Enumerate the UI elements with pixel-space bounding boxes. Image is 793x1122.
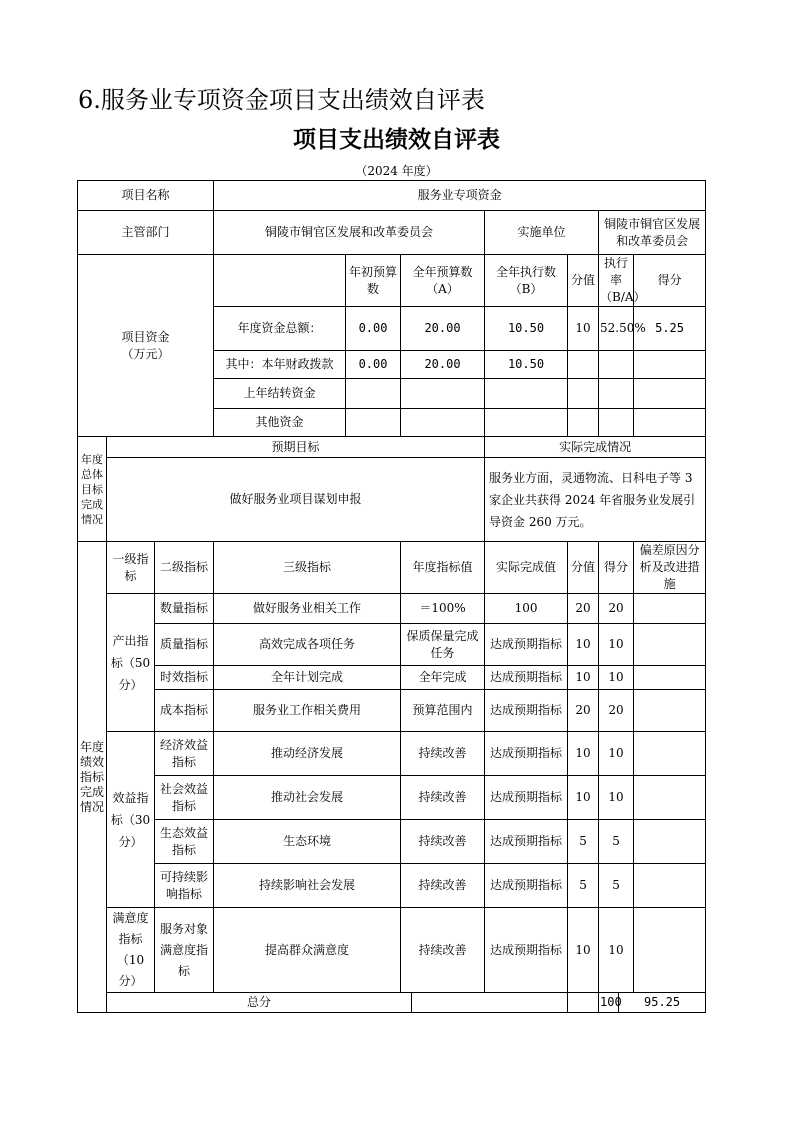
funds-executed: 10.50 xyxy=(485,351,568,379)
target-cell: 持续改善 xyxy=(401,864,485,908)
score-cell: 10 xyxy=(599,908,634,993)
funds-executed xyxy=(485,379,568,409)
level3-cell: 全年计划完成 xyxy=(214,666,401,690)
indicator-header: 偏差原因分析及改进措施 xyxy=(634,542,706,594)
funds-row-label: 年度资金总额： xyxy=(214,307,346,351)
indicators-label: 年度绩效指标完成情况 xyxy=(78,542,107,1013)
indicator-header: 一级指标 xyxy=(107,542,155,594)
note-cell xyxy=(634,666,706,690)
score-cell: 20 xyxy=(599,594,634,624)
funds-header: 全年执行数（B） xyxy=(485,255,568,307)
actual-cell: 达成预期指标 xyxy=(485,624,568,666)
funds-row-label: 其他资金 xyxy=(214,409,346,437)
impl-name: 铜陵市铜官区发展和改革委员会 xyxy=(599,211,706,255)
funds-score-value xyxy=(568,379,599,409)
level3-cell: 提高群众满意度 xyxy=(214,908,401,993)
weight-cell: 20 xyxy=(568,594,599,624)
funds-score-value: 10 xyxy=(568,307,599,351)
funds-rate xyxy=(599,379,634,409)
score-cell: 10 xyxy=(599,666,634,690)
funds-executed: 10.50 xyxy=(485,307,568,351)
funds-rate: 52.50% xyxy=(599,307,634,351)
level3-cell: 推动社会发展 xyxy=(214,776,401,820)
funds-score-value xyxy=(568,351,599,379)
weight-cell: 5 xyxy=(568,864,599,908)
actual-cell: 100 xyxy=(485,594,568,624)
actual-cell: 达成预期指标 xyxy=(485,666,568,690)
note-cell xyxy=(634,776,706,820)
level1-satisfaction: 满意度指标（10 分） xyxy=(107,908,155,993)
funds-row-label: 其中：本年财政拨款 xyxy=(214,351,346,379)
actual-cell: 达成预期指标 xyxy=(485,864,568,908)
note-cell xyxy=(634,624,706,666)
level2-cell: 经济效益指标 xyxy=(155,732,214,776)
target-cell: 全年完成 xyxy=(401,666,485,690)
note-cell xyxy=(634,820,706,864)
funds-row-label: 上年结转资金 xyxy=(214,379,346,409)
level2-cell: 数量指标 xyxy=(155,594,214,624)
target-cell: 持续改善 xyxy=(401,776,485,820)
target-cell: 持续改善 xyxy=(401,908,485,993)
indicator-header: 实际完成值 xyxy=(485,542,568,594)
funds-blank-header xyxy=(214,255,346,307)
indicator-header: 二级指标 xyxy=(155,542,214,594)
expected-goal: 做好服务业项目谋划申报 xyxy=(107,458,485,542)
funds-header: 全年预算数（A） xyxy=(401,255,485,307)
impl-label: 实施单位 xyxy=(485,211,599,255)
actual-cell: 达成预期指标 xyxy=(485,908,568,993)
funds-rate xyxy=(599,351,634,379)
level3-cell: 推动经济发展 xyxy=(214,732,401,776)
score-cell: 5 xyxy=(599,820,634,864)
weight-cell: 10 xyxy=(568,776,599,820)
funds-score xyxy=(634,409,706,437)
actual-cell: 达成预期指标 xyxy=(485,690,568,732)
funds-initial xyxy=(346,379,401,409)
page-title: 项目支出绩效自评表 xyxy=(293,127,500,153)
level2-cell: 生态效益指标 xyxy=(155,820,214,864)
target-cell: 持续改善 xyxy=(401,820,485,864)
indicator-header: 三级指标 xyxy=(214,542,401,594)
score-cell: 10 xyxy=(599,732,634,776)
funds-score xyxy=(634,351,706,379)
indicator-header: 分值 xyxy=(568,542,599,594)
note-cell xyxy=(634,690,706,732)
funds-annual: 20.00 xyxy=(401,351,485,379)
score-cell: 20 xyxy=(599,690,634,732)
level1-benefit: 效益指标（30 分） xyxy=(107,732,155,908)
funds-initial: 0.00 xyxy=(346,351,401,379)
total-blank xyxy=(412,993,568,1013)
evaluation-table xyxy=(77,180,706,1013)
note-cell xyxy=(634,908,706,993)
goals-label: 年度总体目标完成情况 xyxy=(78,437,107,542)
total-weight: 100 xyxy=(599,993,619,1013)
level3-cell: 持续影响社会发展 xyxy=(214,864,401,908)
total-label: 总分 xyxy=(107,993,412,1013)
section-heading: 6.服务业专项资金项目支出绩效自评表 xyxy=(78,86,485,114)
funds-initial xyxy=(346,409,401,437)
actual-cell: 达成预期指标 xyxy=(485,732,568,776)
weight-cell: 5 xyxy=(568,820,599,864)
funds-annual: 20.00 xyxy=(401,307,485,351)
score-cell: 5 xyxy=(599,864,634,908)
dept-name: 铜陵市铜官区发展和改革委员会 xyxy=(214,211,485,255)
funds-initial: 0.00 xyxy=(346,307,401,351)
total-blank xyxy=(568,993,599,1013)
target-cell: 预算范围内 xyxy=(401,690,485,732)
weight-cell: 10 xyxy=(568,624,599,666)
funds-executed xyxy=(485,409,568,437)
note-cell xyxy=(634,594,706,624)
level2-cell: 社会效益指标 xyxy=(155,776,214,820)
weight-cell: 20 xyxy=(568,690,599,732)
score-cell: 10 xyxy=(599,776,634,820)
level2-cell: 服务对象满意度指标 xyxy=(155,908,214,993)
funds-annual xyxy=(401,379,485,409)
level3-cell: 生态环境 xyxy=(214,820,401,864)
actual-cell: 达成预期指标 xyxy=(485,820,568,864)
note-cell xyxy=(634,732,706,776)
level1-output: 产出指标（50 分） xyxy=(107,594,155,732)
level3-cell: 高效完成各项任务 xyxy=(214,624,401,666)
target-cell: 持续改善 xyxy=(401,732,485,776)
level2-cell: 可持续影响指标 xyxy=(155,864,214,908)
score-cell: 10 xyxy=(599,624,634,666)
funds-score: 5.25 xyxy=(634,307,706,351)
funds-score xyxy=(634,379,706,409)
level2-cell: 质量指标 xyxy=(155,624,214,666)
funds-rate xyxy=(599,409,634,437)
project-name: 服务业专项资金 xyxy=(214,181,706,211)
level2-cell: 时效指标 xyxy=(155,666,214,690)
target-cell: 保质保量完成任务 xyxy=(401,624,485,666)
indicator-header: 年度指标值 xyxy=(401,542,485,594)
target-cell: ＝100% xyxy=(401,594,485,624)
funds-header: 年初预算数 xyxy=(346,255,401,307)
weight-cell: 10 xyxy=(568,666,599,690)
actual-header: 实际完成情况 xyxy=(485,437,706,458)
weight-cell: 10 xyxy=(568,732,599,776)
level3-cell: 服务业工作相关费用 xyxy=(214,690,401,732)
dept-label: 主管部门 xyxy=(78,211,214,255)
expected-header: 预期目标 xyxy=(107,437,485,458)
actual-result: 服务业方面，灵通物流、日科电子等 3 家企业共获得 2024 年省服务业发展引导资金 260 万元。 xyxy=(485,458,706,542)
level3-cell: 做好服务业相关工作 xyxy=(214,594,401,624)
level2-cell: 成本指标 xyxy=(155,690,214,732)
funds-header: 分值 xyxy=(568,255,599,307)
funds-header: 得分 xyxy=(634,255,706,307)
funds-label: 项目资金 （万元） xyxy=(78,255,214,437)
indicator-header: 得分 xyxy=(599,542,634,594)
project-name-label: 项目名称 xyxy=(78,181,214,211)
actual-cell: 达成预期指标 xyxy=(485,776,568,820)
note-cell xyxy=(634,864,706,908)
year-label: （2024 年度） xyxy=(355,164,438,178)
funds-header: 执行率（B/A） xyxy=(599,255,634,307)
total-score: 95.25 xyxy=(619,993,706,1013)
funds-annual xyxy=(401,409,485,437)
weight-cell: 10 xyxy=(568,908,599,993)
funds-score-value xyxy=(568,409,599,437)
